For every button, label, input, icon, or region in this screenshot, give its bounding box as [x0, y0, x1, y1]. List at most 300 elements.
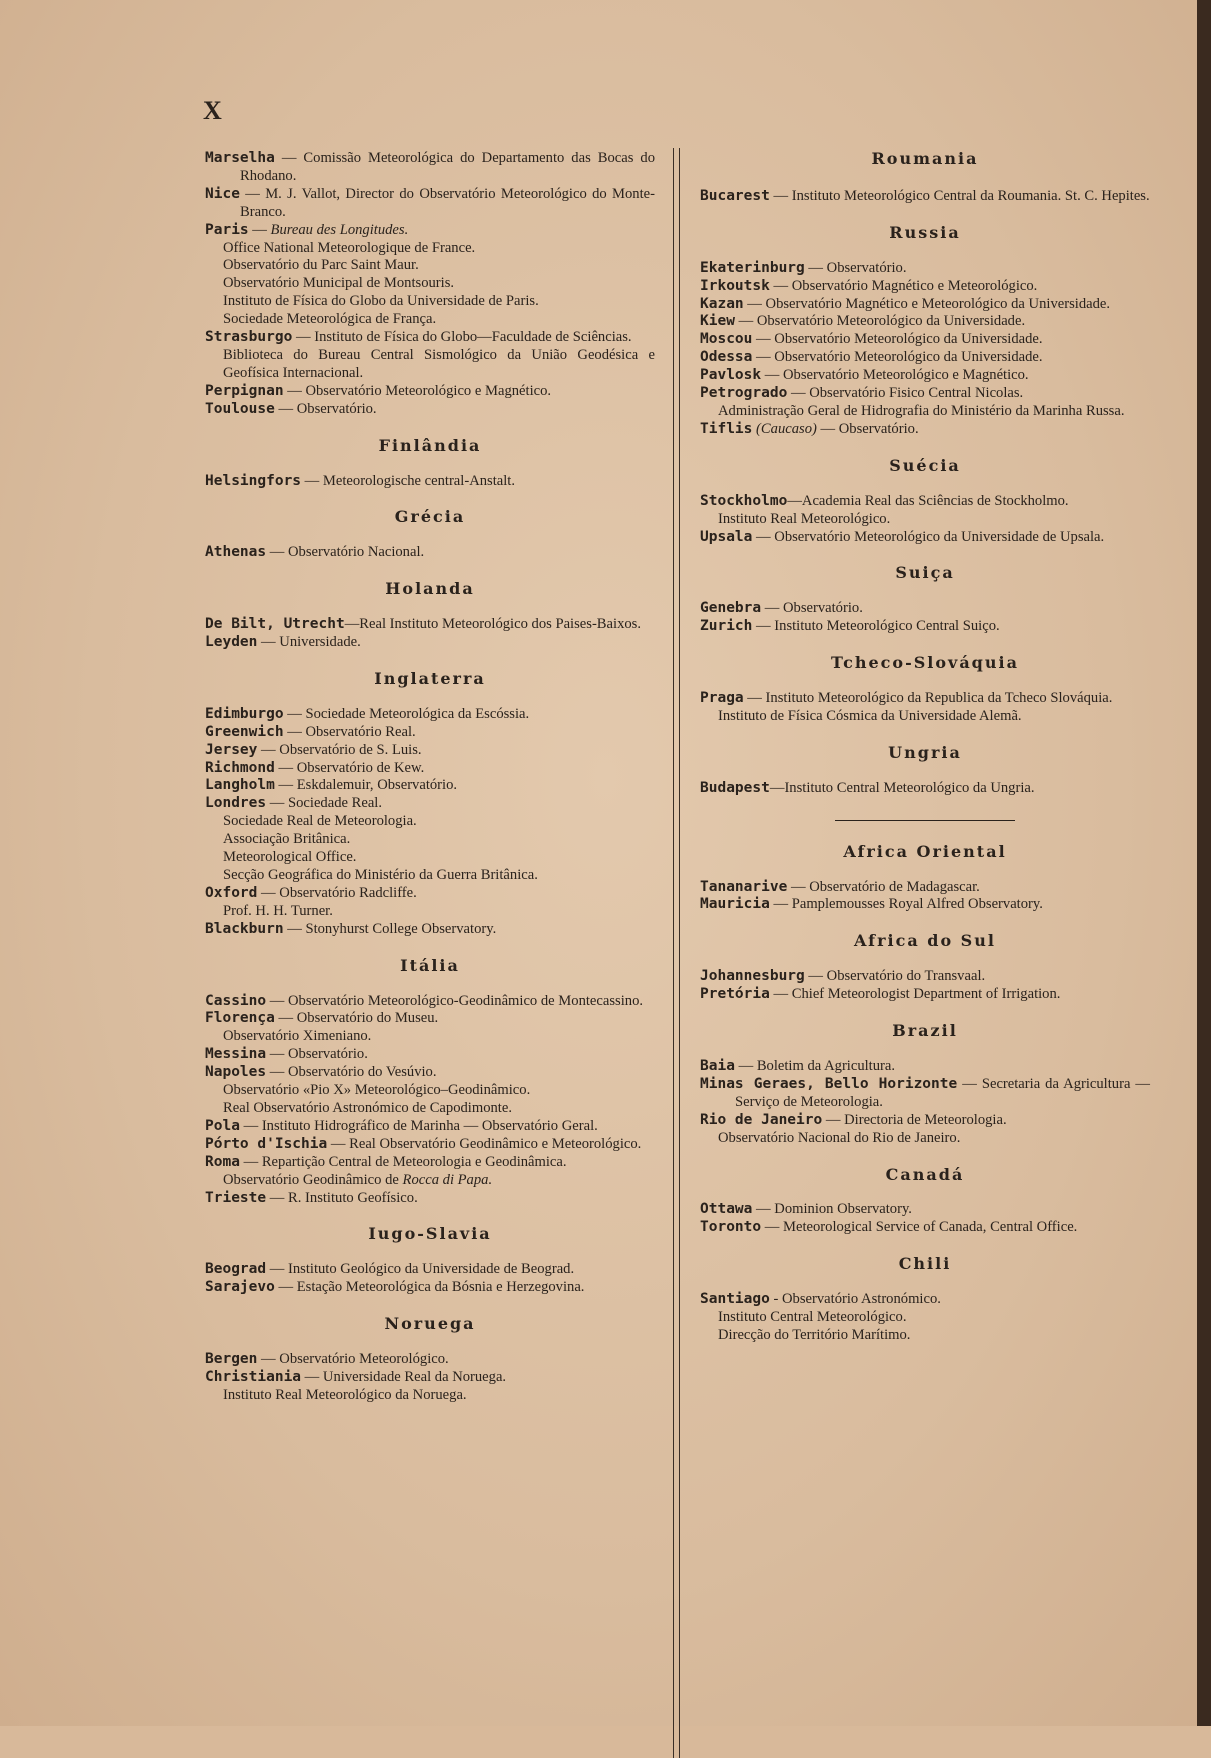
institution-text: Instituto Real Meteorológico. — [718, 510, 891, 527]
country-heading: Ungria — [888, 742, 962, 762]
city-entry — [700, 188, 1150, 206]
country-section — [700, 150, 1150, 206]
separator: — — [957, 1075, 982, 1092]
city-entry — [205, 1154, 655, 1172]
country-heading: Canadá — [885, 1164, 965, 1184]
city-name: Mauricia — [700, 896, 770, 913]
separator: — — [274, 777, 297, 794]
city-entry — [700, 1219, 1150, 1237]
institution-text: Observatório Radcliffe. — [279, 884, 417, 901]
institution-line — [205, 1028, 655, 1046]
city-name: Pórto d'Ischia — [205, 1135, 328, 1152]
separator: — — [239, 185, 266, 202]
institution-text: Observatório Ximeniano. — [223, 1028, 372, 1045]
city-name: De Bilt, Utrecht — [205, 616, 345, 633]
city-entry — [205, 616, 655, 634]
page-number: X — [203, 96, 223, 125]
institution-text: Real Observatório Geodinâmico e Meteorológico. — [349, 1135, 642, 1152]
country-section — [700, 457, 1150, 547]
institution-text: Instituto Real Meteorológico da Noruega. — [223, 1386, 467, 1403]
city-entry — [700, 1058, 1150, 1076]
institution-text: Academia Real das Sciências de Stockholmo. — [801, 492, 1069, 509]
country-heading: Suécia — [889, 455, 961, 475]
country-heading: Roumania — [871, 149, 979, 168]
separator: — — [743, 295, 766, 312]
city-entry — [205, 1010, 655, 1028]
city-name: Edimburgo — [205, 705, 284, 722]
institution-line — [205, 831, 655, 849]
city-entry — [205, 1064, 655, 1082]
city-name: Kazan — [700, 295, 744, 312]
separator: — — [752, 618, 775, 635]
separator: — — [769, 986, 792, 1003]
city-name: Beograd — [205, 1261, 267, 1278]
institution-text: Observatório Municipal de Montsouris. — [223, 275, 455, 292]
country-heading: Chili — [898, 1254, 952, 1274]
country-heading: Africa Oriental — [843, 841, 1007, 861]
institution-line — [700, 511, 1150, 529]
city-name: Pretória — [700, 986, 770, 1003]
country-section — [205, 1225, 655, 1297]
city-name: Langholm — [205, 777, 275, 794]
city-name: Roma — [205, 1153, 240, 1170]
city-entry — [205, 1136, 655, 1154]
city-entry — [700, 278, 1150, 296]
institution-text: Secretaria da Agricultura — Serviço de Meteorologia. — [735, 1075, 1151, 1110]
city-name: Blackburn — [205, 920, 284, 937]
institution-text: R. Instituto Geofísico. — [288, 1189, 418, 1206]
city-name: Paris — [205, 221, 249, 238]
city-entry — [205, 329, 655, 347]
separator: — — [761, 367, 783, 384]
country-section — [205, 1315, 655, 1405]
city-entry — [205, 1046, 655, 1064]
separator: — — [257, 741, 280, 758]
city-entry — [700, 349, 1150, 367]
city-name: Bucarest — [700, 187, 770, 204]
city-entry — [700, 421, 1150, 439]
institution-text: Instituto Meteorológico da Republica da Tcheco Slováquia. — [765, 690, 1113, 707]
city-entry — [205, 1279, 655, 1297]
separator: — — [266, 1189, 288, 1206]
institution-line — [205, 293, 655, 311]
country-heading: Brazil — [892, 1021, 958, 1041]
country-section — [205, 437, 655, 491]
city-name: Oxford — [205, 884, 258, 901]
city-name: Florença — [205, 1010, 275, 1027]
institution-italic: Bureau des Longitudes. — [270, 221, 409, 238]
institution-line — [205, 903, 655, 921]
country-section — [205, 580, 655, 652]
separator: — — [769, 779, 785, 796]
institution-text: Chief Meteorologist Department of Irrigation. — [791, 986, 1061, 1003]
institution-line — [205, 347, 655, 383]
city-entry — [205, 186, 655, 222]
city-entry — [700, 331, 1150, 349]
separator: — — [734, 313, 757, 330]
separator: — — [239, 1117, 262, 1134]
institution-text: Comissão Meteorológica do Departamento das Bocas do Rhodano. — [240, 150, 655, 184]
city-name: Toulouse — [205, 400, 275, 417]
separator: — — [769, 277, 792, 294]
city-name: Greenwich — [205, 723, 284, 740]
country-section — [700, 1255, 1150, 1345]
institution-text: Instituto de Física Cósmica da Universidade Alemã. — [718, 707, 1022, 724]
institution-text: Universidade Real da Noruega. — [322, 1368, 507, 1385]
separator: — — [274, 400, 297, 417]
city-entry — [700, 385, 1150, 403]
institution-text: Real Instituto Meteorológico dos Paises-Baixos. — [359, 616, 641, 633]
city-name: Kiew — [700, 313, 735, 330]
separator: — — [752, 331, 775, 348]
city-name: Rio de Janeiro — [700, 1111, 823, 1128]
city-name: Perpignan — [205, 382, 284, 399]
institution-text: M. J. Vallot, Director do Observatório Meteorológico do Monte-Branco. — [240, 185, 655, 220]
city-entry — [205, 401, 655, 419]
country-heading: Iugo-Slavia — [368, 1224, 492, 1244]
institution-text: Administração Geral de Hidrografia do Ministério da Marinha Russa. — [718, 402, 1125, 419]
city-name: Stockholmo — [700, 492, 788, 509]
city-name: Ekaterinburg — [700, 259, 805, 276]
city-name: Minas Geraes, Bello Horizonte — [700, 1075, 958, 1092]
institution-text: Observatório Astronómico. — [782, 1291, 941, 1308]
institution-text: Observatório Meteorológico da Universidade. — [774, 349, 1043, 366]
institution-line — [700, 708, 1150, 726]
separator: — — [787, 878, 810, 895]
separator: — — [274, 1279, 297, 1296]
institution-line — [205, 1172, 655, 1190]
institution-text: Prof. H. H. Turner. — [223, 902, 333, 919]
city-name: Budapest — [700, 779, 770, 796]
separator: — — [266, 1046, 288, 1063]
institution-text: Observatório Nacional do Rio de Janeiro. — [718, 1129, 961, 1146]
separator: — — [248, 221, 271, 238]
institution-text: Observatório de S. Luis. — [279, 741, 422, 758]
institution-italic: Rocca di Papa. — [402, 1171, 493, 1188]
separator: — — [804, 259, 827, 276]
institution-text: Observatório do Vesúvio. — [288, 1064, 437, 1081]
separator: — — [752, 528, 775, 545]
institution-text: Sociedade Real de Meteorologia. — [223, 813, 417, 830]
institution-line — [205, 813, 655, 831]
institution-text: Biblioteca do Bureau Central Sismológico da União Geodésica e Geofísica Internacional. — [223, 346, 655, 381]
institution-text: Observatório Meteorológico e Magnético. — [305, 382, 552, 399]
city-entry — [205, 742, 655, 760]
institution-line — [700, 1309, 1150, 1327]
city-name: Napoles — [205, 1064, 267, 1081]
city-name: Pola — [205, 1117, 240, 1134]
institution-text: Stonyhurst College Observatory. — [305, 920, 497, 937]
city-entry — [205, 383, 655, 401]
institution-text: Office National Meteorologique de France. — [223, 239, 476, 256]
institution-text: Observatório Meteorológico da Universidade de Upsala. — [774, 528, 1105, 545]
city-entry — [700, 600, 1150, 618]
country-heading: Finlândia — [378, 435, 482, 455]
city-entry — [700, 1201, 1150, 1219]
institution-text: Observatório du Parc Saint Maur. — [223, 257, 419, 274]
country-section — [205, 150, 655, 419]
city-entry — [205, 885, 655, 903]
city-entry — [700, 493, 1150, 511]
institution-line — [205, 849, 655, 867]
institution-text: Meteorologische central-Anstalt. — [322, 472, 516, 489]
institution-text: Directoria de Meteorologia. — [844, 1111, 1007, 1128]
institution-text: Observatório Meteorológico da Universidade. — [774, 331, 1043, 348]
city-entry — [205, 544, 655, 562]
city-entry — [205, 473, 655, 491]
separator: — — [327, 1135, 350, 1152]
institution-text: Instituto Central Meteorológico. — [718, 1309, 907, 1326]
institution-text: Observatório Meteorológico. — [279, 1351, 449, 1368]
institution-text: Secção Geográfica do Ministério da Guerra Britânica. — [223, 867, 538, 883]
country-heading: Africa do Sul — [854, 931, 996, 951]
city-name: Athenas — [205, 544, 267, 561]
country-heading: Grécia — [394, 507, 466, 527]
city-name: Nice — [205, 185, 240, 202]
city-name: Strasburgo — [205, 329, 293, 346]
city-name: Odessa — [700, 349, 753, 366]
city-name: Moscou — [700, 331, 753, 348]
institution-text: — Observatório. — [816, 420, 919, 437]
institution-text: Boletim da Agricultura. — [756, 1058, 896, 1074]
separator: — — [266, 1261, 288, 1278]
city-entry — [700, 260, 1150, 278]
institution-text: Instituto Central Meteorológico da Ungria. — [784, 779, 1035, 796]
section-rule — [835, 820, 1015, 821]
separator: — — [274, 150, 304, 166]
institution-text: Observatório. — [783, 600, 863, 617]
institution-line — [205, 240, 655, 258]
institution-text: Observatório. — [826, 259, 907, 276]
institution-text: Observatório Geodinâmico de — [223, 1171, 403, 1188]
institution-text: Estação Meteorológica da Bósnia e Herzegovina. — [296, 1279, 585, 1296]
city-entry — [205, 1261, 655, 1279]
city-name: Ottawa — [700, 1201, 753, 1218]
institution-text: Observatório Meteorológico da Universidade. — [756, 313, 1026, 330]
city-name: Petrogrado — [700, 385, 788, 402]
institution-text: Observatório. — [288, 1046, 368, 1063]
institution-text: Dominion Observatory. — [774, 1201, 912, 1218]
city-entry — [205, 222, 655, 240]
city-note: (Caucaso) — [756, 420, 817, 437]
separator: — — [239, 1153, 262, 1170]
city-name: Johannesburg — [700, 968, 805, 985]
city-entry — [700, 879, 1150, 897]
city-entry — [700, 313, 1150, 331]
country-section — [205, 957, 655, 1208]
city-entry — [205, 777, 655, 795]
left-column — [205, 150, 655, 1405]
separator: — — [769, 896, 792, 913]
city-name: Santiago — [700, 1291, 770, 1308]
right-column — [700, 150, 1150, 1345]
city-entry — [205, 760, 655, 778]
separator: — — [344, 616, 360, 633]
separator: — — [257, 884, 280, 901]
country-section — [700, 654, 1150, 726]
separator: — — [752, 349, 775, 366]
city-name: Praga — [700, 690, 744, 707]
institution-line — [205, 867, 655, 885]
country-heading: Itália — [400, 955, 460, 975]
city-name: Zurich — [700, 618, 753, 635]
country-section — [700, 224, 1150, 439]
city-name: Sarajevo — [205, 1279, 275, 1296]
separator: — — [761, 600, 783, 617]
city-entry — [700, 690, 1150, 708]
institution-text: Instituto Meteorológico Central da Roumania. St. C. Hepites. — [791, 187, 1150, 204]
city-name: Messina — [205, 1046, 267, 1063]
country-heading: Suiça — [895, 563, 955, 583]
city-entry — [700, 896, 1150, 914]
city-entry — [205, 724, 655, 742]
page-edge — [1197, 0, 1211, 1726]
city-name: Jersey — [205, 741, 258, 758]
country-section — [700, 564, 1150, 636]
country-section — [205, 670, 655, 939]
country-heading: Inglaterra — [374, 668, 486, 688]
city-entry — [205, 993, 655, 1011]
city-entry — [205, 634, 655, 652]
column-divider — [673, 148, 674, 1758]
country-section — [700, 1166, 1150, 1238]
institution-text: Pamplemousses Royal Alfred Observatory. — [791, 896, 1043, 913]
separator: — — [266, 992, 288, 1009]
institution-line — [205, 275, 655, 293]
institution-line — [205, 1387, 655, 1405]
city-name: Helsingfors — [205, 472, 302, 489]
separator: — — [769, 187, 792, 204]
city-entry — [205, 795, 655, 813]
institution-text: Observatório Fisico Central Nicolas. — [809, 385, 1024, 402]
country-section — [700, 843, 1150, 915]
separator: — — [283, 382, 306, 399]
column-divider — [679, 148, 680, 1758]
city-entry — [700, 618, 1150, 636]
separator: — — [257, 634, 280, 651]
city-entry — [205, 1351, 655, 1369]
institution-text: Observatório Real. — [305, 723, 416, 740]
country-heading: Holanda — [385, 579, 475, 599]
institution-line — [700, 1130, 1150, 1148]
separator: — — [734, 1058, 757, 1074]
separator: — — [301, 1368, 323, 1385]
separator: — — [283, 920, 306, 937]
institution-text: Observatório de Kew. — [296, 759, 425, 776]
separator: — — [266, 1064, 288, 1081]
city-name: Leyden — [205, 634, 258, 651]
separator: — — [743, 690, 766, 707]
separator: — — [292, 329, 315, 346]
institution-text: Sociedade Real. — [288, 795, 383, 812]
institution-text: Instituto de Física do Globo da Universidade de Paris. — [223, 293, 539, 310]
city-entry — [700, 968, 1150, 986]
city-name: Irkoutsk — [700, 277, 770, 294]
separator: — — [787, 492, 802, 509]
country-section — [700, 1022, 1150, 1147]
institution-text: Observatório Nacional. — [288, 544, 425, 561]
city-name: Toronto — [700, 1219, 762, 1236]
country-section — [700, 744, 1150, 798]
city-name: Pavlosk — [700, 367, 762, 384]
institution-text: Observatório do Museu. — [296, 1010, 439, 1027]
institution-text: Direcção do Território Marítimo. — [718, 1326, 911, 1343]
separator: — — [761, 1219, 783, 1236]
institution-text: Universidade. — [279, 634, 361, 651]
institution-text: Meteorological Service of Canada, Central Office. — [783, 1219, 1078, 1236]
separator: — — [822, 1111, 845, 1128]
city-entry — [700, 367, 1150, 385]
city-entry — [205, 1190, 655, 1208]
institution-text: Instituto de Física do Globo—Faculdade de Sciências. — [314, 329, 632, 346]
city-name: Marselha — [205, 150, 275, 166]
separator: — — [283, 705, 306, 722]
institution-text: Observatório do Transvaal. — [826, 968, 986, 985]
separator: — — [266, 544, 288, 561]
institution-text: Sociedade Meteorológica da Escóssia. — [305, 705, 530, 722]
city-name: Genebra — [700, 600, 762, 617]
institution-text: Observatório de Madagascar. — [809, 878, 980, 895]
institution-text: Observatório Meteorológico e Magnético. — [783, 367, 1029, 384]
institution-text: Sociedade Meteorológica de França. — [223, 311, 437, 328]
institution-text: Meteorological Office. — [223, 849, 357, 866]
city-name: Baia — [700, 1058, 735, 1074]
city-entry — [700, 986, 1150, 1004]
city-name: Upsala — [700, 528, 753, 545]
city-name: Trieste — [205, 1189, 267, 1206]
city-entry — [700, 1291, 1150, 1309]
city-name: Bergen — [205, 1351, 258, 1368]
institution-line — [205, 257, 655, 275]
city-name: Christiania — [205, 1368, 302, 1385]
separator: — — [804, 968, 827, 985]
city-name: Tananarive — [700, 878, 788, 895]
institution-text: Instituto Hidrográfico de Marinha — Observatório Geral. — [261, 1117, 598, 1134]
institution-text: Real Observatório Astronómico de Capodimonte. — [223, 1099, 512, 1116]
city-entry — [205, 1118, 655, 1136]
city-entry — [700, 1076, 1150, 1112]
city-entry — [205, 1369, 655, 1387]
city-entry — [205, 150, 655, 186]
institution-text: Observatório Meteorológico-Geodinâmico de Montecassino. — [288, 992, 644, 1009]
institution-text: Instituto Geológico da Universidade de Beograd. — [288, 1261, 575, 1278]
institution-text: Observatório «Pio X» Meteorológico–Geodinâmico. — [223, 1082, 531, 1099]
city-name: Londres — [205, 795, 267, 812]
city-entry — [700, 1112, 1150, 1130]
city-entry — [700, 529, 1150, 547]
city-name: Cassino — [205, 992, 267, 1009]
city-name: Richmond — [205, 759, 275, 776]
institution-text: Associação Britânica. — [223, 831, 351, 848]
institution-text: Observatório Magnético e Meteorológico da Universidade. — [765, 295, 1111, 312]
institution-line — [205, 1082, 655, 1100]
country-section — [700, 932, 1150, 1004]
country-heading: Noruega — [384, 1314, 476, 1334]
separator: — — [283, 723, 306, 740]
separator: — — [266, 795, 288, 812]
institution-line — [700, 1327, 1150, 1345]
institution-text: Eskdalemuir, Observatório. — [296, 777, 458, 794]
institution-text: Repartição Central de Meteorologia e Geodinâmica. — [261, 1153, 567, 1170]
institution-line — [700, 403, 1150, 421]
city-entry — [700, 780, 1150, 798]
country-heading: Russia — [889, 222, 961, 242]
city-name: Tiflis — [700, 420, 753, 437]
institution-text: Observatório Magnético e Meteorológico. — [791, 277, 1038, 294]
separator: — — [752, 1201, 775, 1218]
country-section — [205, 508, 655, 562]
separator: — — [257, 1351, 280, 1368]
